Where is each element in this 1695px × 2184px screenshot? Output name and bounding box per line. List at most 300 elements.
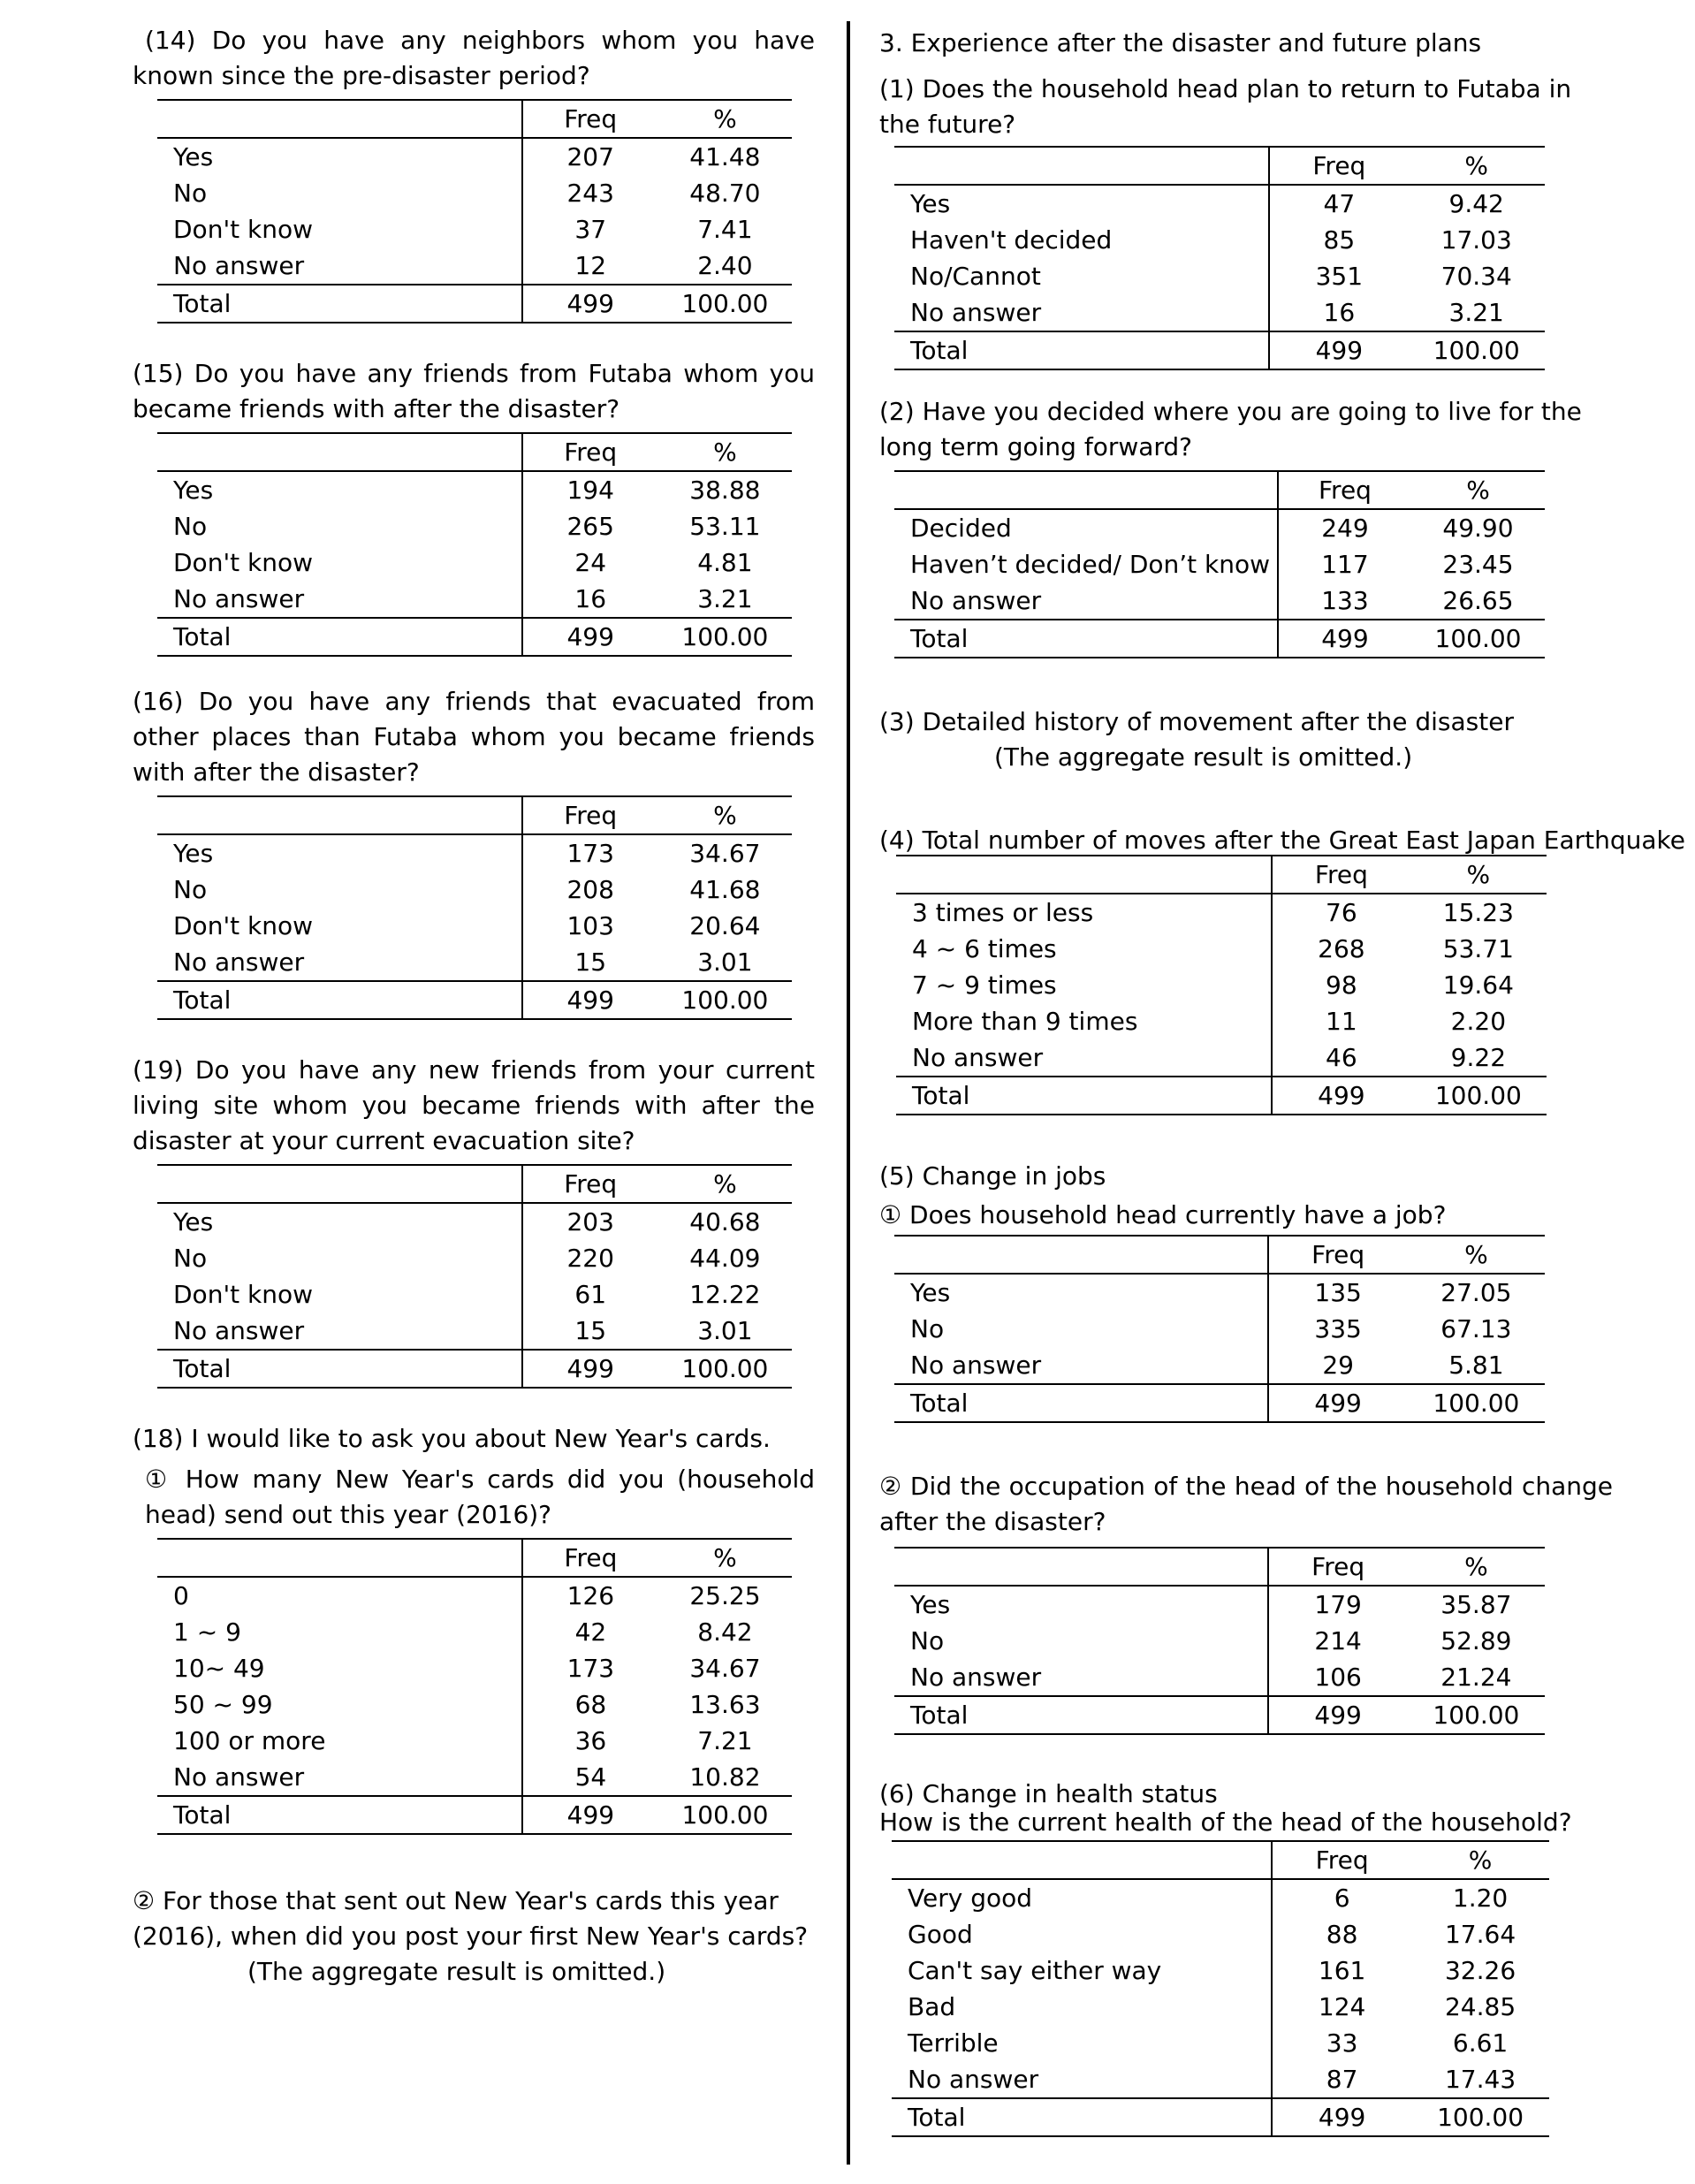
r1-table-row-pct: 70.34 (1440, 262, 1512, 291)
q19-block (133, 1053, 815, 1389)
r4-question: (4) Total number of moves after the Great East Japan Earthquake (879, 826, 1685, 855)
r6-table-row-pct: 1.20 (1452, 1883, 1509, 1913)
r1-table-row-pct: 17.03 (1440, 225, 1512, 255)
r4-table-row-freq: 268 (1272, 931, 1410, 967)
q14-table-row (157, 175, 792, 211)
r1-table-header-row (894, 147, 1545, 185)
q19-table-row (157, 1203, 792, 1240)
r1-table-row (894, 185, 1545, 222)
q18-table-header-row (157, 1539, 792, 1577)
q14-question: (14) Do you have any neighbors whom you have known since the pre-disaster period? (133, 26, 815, 90)
r5-table1 (894, 1235, 1545, 1423)
r6-block (879, 1777, 1613, 2137)
r1-table-total-pct: 100.00 (1408, 331, 1545, 369)
q14-table-total-freq: 499 (522, 285, 658, 323)
q15-table-header-pct: % (658, 433, 792, 471)
q18-table-total-freq: 499 (522, 1796, 658, 1834)
r6-table-row-freq: 6 (1272, 1879, 1411, 1916)
q15-table-row-pct: 38.88 (689, 476, 761, 505)
q14-table-row-label: No answer (173, 251, 305, 280)
r2-table-row (894, 582, 1545, 620)
q18-table-row-freq: 36 (522, 1723, 658, 1759)
r4-table-row-pct: 19.64 (1442, 970, 1514, 1000)
q14-table-row (157, 138, 792, 175)
r5-table2-total-row (894, 1696, 1545, 1734)
r1-table-row-pct: 3.21 (1448, 298, 1504, 327)
r5-table2-total-pct: 100.00 (1408, 1696, 1545, 1734)
r4-table-row-label: 3 times or less (912, 898, 1094, 927)
q18-table-row-freq: 173 (522, 1650, 658, 1686)
r1-table-header-pct: % (1408, 147, 1545, 185)
q14-table-header-blank (157, 100, 522, 138)
r2-table (894, 470, 1545, 658)
r6-table-row-label: Terrible (908, 2028, 999, 2058)
q18-table-row-pct: 8.42 (697, 1617, 753, 1647)
r2-table-header-blank (894, 471, 1278, 509)
r2-table-row-freq: 249 (1278, 509, 1411, 546)
q15-table-row-freq: 24 (522, 544, 658, 581)
q16-table-total-label: Total (157, 981, 522, 1019)
q18-sub2-block (133, 1883, 815, 1990)
r6-table-row-pct: 17.64 (1444, 1920, 1516, 1949)
q18-sub2: ② For those that sent out New Year's cards this year (2016), when did you post your first New Year's cards? (133, 1886, 809, 1951)
r1-table-row-label: Yes (910, 189, 951, 218)
r4-block (879, 823, 1685, 1115)
section3-title-block (879, 26, 1613, 61)
q15-table-row-label: Don't know (173, 548, 314, 577)
r2-table-row-label: Haven’t decided/ Don’t know (910, 550, 1271, 579)
q15-question: (15) Do you have any friends from Futaba whom you became friends with after the disaster? (133, 359, 815, 423)
q16-table-total-freq: 499 (522, 981, 658, 1019)
q19-table-row-freq: 15 (522, 1313, 658, 1350)
r5-sub2: ② Did the occupation of the head of the household change after the disaster? (879, 1472, 1613, 1536)
r4-table-row-label: 7 ~ 9 times (912, 970, 1057, 1000)
r6-table-row-pct: 24.85 (1444, 1992, 1516, 2021)
q19-table-row-pct: 44.09 (689, 1244, 761, 1273)
r5-sub1: ① Does household head currently have a job? (879, 1200, 1447, 1229)
q16-table-row (157, 944, 792, 981)
r6-sub: How is the current health of the head of the household? (879, 1807, 1572, 1837)
r5-table2-row-label: Yes (910, 1590, 951, 1619)
q16-table-row-freq: 173 (522, 834, 658, 871)
r5-table1-total-label: Total (894, 1384, 1268, 1422)
r4-table-row-pct: 15.23 (1442, 898, 1514, 927)
r4-table-total-freq: 499 (1272, 1077, 1410, 1115)
q14-table-row-freq: 37 (522, 211, 658, 247)
q19-table-header-row (157, 1165, 792, 1203)
r5-table2-header-freq: Freq (1268, 1548, 1408, 1586)
r4-table-row-freq: 46 (1272, 1039, 1410, 1077)
q16-table-row-label: Yes (173, 839, 214, 868)
r1-table-row-label: No answer (910, 298, 1042, 327)
r3-note: (The aggregate result is omitted.) (994, 742, 1413, 772)
r2-table-total-pct: 100.00 (1411, 620, 1545, 658)
r6-table-total-freq: 499 (1272, 2098, 1411, 2136)
q15-table-total-row (157, 618, 792, 656)
q19-table-header-pct: % (658, 1165, 792, 1203)
q16-table-row-freq: 15 (522, 944, 658, 981)
r2-block (879, 394, 1613, 658)
r1-block (879, 72, 1613, 370)
q16-table-row-label: No answer (173, 947, 305, 977)
q19-table-row-freq: 203 (522, 1203, 658, 1240)
q18-table-total-row (157, 1796, 792, 1834)
q15-table-total-freq: 499 (522, 618, 658, 656)
r6-table-row (892, 1916, 1549, 1952)
r5-table2-total-label: Total (894, 1696, 1268, 1734)
q16-table-row-freq: 103 (522, 908, 658, 944)
r6-table-row-freq: 33 (1272, 2025, 1411, 2061)
r5-table1-header-freq: Freq (1268, 1236, 1408, 1274)
r6-table-total-row (892, 2098, 1549, 2136)
q19-table-total-row (157, 1350, 792, 1388)
r5-table1-row-pct: 27.05 (1440, 1278, 1512, 1307)
q18-table-row-freq: 42 (522, 1614, 658, 1650)
q14-table-row-pct: 41.48 (689, 142, 761, 171)
r5-table1-row (894, 1311, 1545, 1347)
r2-question: (2) Have you decided where you are going to live for the long term going forward? (879, 397, 1582, 461)
q16-table-row-label: Don't know (173, 911, 314, 940)
q19-table-row-freq: 220 (522, 1240, 658, 1276)
q14-table-total-row (157, 285, 792, 323)
r6-table-row (892, 2025, 1549, 2061)
q15-table (157, 432, 792, 657)
q19-table-row-label: Don't know (173, 1280, 314, 1309)
q14-table-row-pct: 2.40 (697, 251, 753, 280)
r2-table-header-freq: Freq (1278, 471, 1411, 509)
q16-table-row (157, 908, 792, 944)
q16-table-header-pct: % (658, 796, 792, 834)
q18-table-row-pct: 7.21 (697, 1726, 753, 1755)
r3-question: (3) Detailed history of movement after the disaster (879, 707, 1514, 736)
r2-table-header-pct: % (1411, 471, 1545, 509)
q19-table-row (157, 1240, 792, 1276)
r6-table-header-blank (892, 1841, 1272, 1879)
q19-table-row-label: No answer (173, 1316, 305, 1345)
q18-table-row-pct: 34.67 (689, 1654, 761, 1683)
r4-table-total-pct: 100.00 (1410, 1077, 1547, 1115)
q16-table-row-label: No (173, 875, 208, 904)
q18-table-row (157, 1759, 792, 1796)
q15-table-row (157, 508, 792, 544)
q16-table-row (157, 871, 792, 908)
r1-table (894, 146, 1545, 370)
r6-table-row-label: Good (908, 1920, 973, 1949)
q14-table-row-label: Yes (173, 142, 214, 171)
r2-table-row-freq: 133 (1278, 582, 1411, 620)
q15-table-row-pct: 4.81 (697, 548, 753, 577)
q19-table-row-label: No (173, 1244, 208, 1273)
r5-table2-row (894, 1623, 1545, 1659)
q15-table-row (157, 544, 792, 581)
r5-table1-row-label: Yes (910, 1278, 951, 1307)
r2-table-row (894, 509, 1545, 546)
r1-table-row-label: No/Cannot (910, 262, 1041, 291)
q18-table-row-pct: 25.25 (689, 1581, 761, 1610)
q18-table-total-pct: 100.00 (658, 1796, 792, 1834)
q14-table-row (157, 211, 792, 247)
r2-table-row (894, 546, 1545, 582)
q19-table-row-label: Yes (173, 1207, 214, 1237)
r2-table-row-label: Decided (910, 514, 1012, 543)
q14-table-header-freq: Freq (522, 100, 658, 138)
r6-table-row-label: Very good (908, 1883, 1032, 1913)
q18-table-row-label: 0 (173, 1581, 189, 1610)
r5-sub2-block (879, 1469, 1613, 1735)
q15-block (133, 356, 815, 657)
q16-table-row-pct: 41.68 (689, 875, 761, 904)
r6-table-row-pct: 17.43 (1444, 2065, 1516, 2094)
r1-table-row-freq: 47 (1269, 185, 1408, 222)
r5-question: (5) Change in jobs (879, 1161, 1106, 1191)
q18-question: (18) I would like to ask you about New Year's cards. (133, 1424, 771, 1453)
r4-table-row-freq: 98 (1272, 967, 1410, 1003)
r1-table-total-label: Total (894, 331, 1269, 369)
q15-table-row-freq: 265 (522, 508, 658, 544)
r6-table-header-row (892, 1841, 1549, 1879)
q15-table-row-freq: 194 (522, 471, 658, 508)
q14-table-header-pct: % (658, 100, 792, 138)
r4-table-row-label: 4 ~ 6 times (912, 934, 1057, 963)
r1-table-header-freq: Freq (1269, 147, 1408, 185)
r6-table-row-pct: 32.26 (1444, 1956, 1516, 1985)
r1-table-row-freq: 85 (1269, 222, 1408, 258)
q18-table-row-pct: 13.63 (689, 1690, 761, 1719)
q15-table-total-pct: 100.00 (658, 618, 792, 656)
r5-table2-header-blank (894, 1548, 1268, 1586)
q14-table-row (157, 247, 792, 285)
q18-table-header-blank (157, 1539, 522, 1577)
q15-table-row-freq: 16 (522, 581, 658, 618)
r5-table1-header-pct: % (1408, 1236, 1545, 1274)
q19-table-row-freq: 61 (522, 1276, 658, 1313)
r5-table1-row-pct: 5.81 (1448, 1351, 1504, 1380)
r6-table-row-label: Bad (908, 1992, 956, 2021)
r5-table1-total-pct: 100.00 (1408, 1384, 1545, 1422)
q18-table-row (157, 1614, 792, 1650)
r5-table2-row-freq: 214 (1268, 1623, 1408, 1659)
q16-table-total-pct: 100.00 (658, 981, 792, 1019)
q18-table-row-label: 100 or more (173, 1726, 326, 1755)
r6-table-row-freq: 161 (1272, 1952, 1411, 1989)
q18-table-row-freq: 54 (522, 1759, 658, 1796)
q16-table (157, 795, 792, 1020)
q19-table-row-pct: 12.22 (689, 1280, 761, 1309)
q18-table-row-label: 10~ 49 (173, 1654, 265, 1683)
r1-table-row (894, 222, 1545, 258)
q18-table-row-label: No answer (173, 1762, 305, 1792)
r4-table-header-blank (896, 856, 1272, 894)
q14-block (133, 23, 815, 323)
q14-table-row-freq: 207 (522, 138, 658, 175)
q14-table (157, 99, 792, 323)
section3-title: 3. Experience after the disaster and future plans (879, 28, 1482, 57)
r5-table2-header-row (894, 1548, 1545, 1586)
r4-table-row-pct: 2.20 (1450, 1007, 1507, 1036)
q16-table-total-row (157, 981, 792, 1019)
q15-table-row (157, 581, 792, 618)
r5-table1-row (894, 1347, 1545, 1384)
r4-table-header-freq: Freq (1272, 856, 1410, 894)
r6-table-row (892, 1879, 1549, 1916)
r1-table-row (894, 294, 1545, 331)
r5-table2 (894, 1547, 1545, 1735)
q18-table-row-label: 50 ~ 99 (173, 1690, 273, 1719)
q19-table-total-pct: 100.00 (658, 1350, 792, 1388)
r6-table-row-label: Can't say either way (908, 1956, 1162, 1985)
r5-table2-total-freq: 499 (1268, 1696, 1408, 1734)
r6-table-row-freq: 87 (1272, 2061, 1411, 2098)
q14-table-header-row (157, 100, 792, 138)
q19-table-header-freq: Freq (522, 1165, 658, 1203)
r2-table-total-freq: 499 (1278, 620, 1411, 658)
r1-table-row-freq: 351 (1269, 258, 1408, 294)
q16-table-header-blank (157, 796, 522, 834)
r4-table-row (896, 1003, 1547, 1039)
r1-table-row-freq: 16 (1269, 294, 1408, 331)
q19-table-row (157, 1276, 792, 1313)
r6-table-row (892, 1952, 1549, 1989)
q18-table-total-label: Total (157, 1796, 522, 1834)
r2-table-total-row (894, 620, 1545, 658)
q15-table-row-label: No (173, 512, 208, 541)
r5-table1-row-label: No (910, 1314, 945, 1343)
q18-table-header-pct: % (658, 1539, 792, 1577)
q18-table-row (157, 1577, 792, 1614)
r5-table1-total-row (894, 1384, 1545, 1422)
q14-table-row-label: Don't know (173, 215, 314, 244)
r6-table-row-freq: 88 (1272, 1916, 1411, 1952)
column-divider (847, 21, 850, 2165)
q19-table-row-pct: 3.01 (697, 1316, 753, 1345)
r1-table-header-blank (894, 147, 1269, 185)
q15-table-row (157, 471, 792, 508)
r6-table-row-freq: 124 (1272, 1989, 1411, 2025)
q18-table (157, 1538, 792, 1835)
q18-sub1-text: ① How many New Year's cards did you (household head) send out this year (2016)? (145, 1465, 815, 1529)
q18-table-header-freq: Freq (522, 1539, 658, 1577)
r2-table-row-pct: 23.45 (1442, 550, 1514, 579)
r6-table (892, 1840, 1549, 2137)
q16-table-row-pct: 34.67 (689, 839, 761, 868)
r2-table-row-pct: 49.90 (1442, 514, 1514, 543)
q16-table-row-pct: 3.01 (697, 947, 753, 977)
r4-table-row (896, 894, 1547, 931)
r5-table2-row-freq: 106 (1268, 1659, 1408, 1696)
r5-table2-row-freq: 179 (1268, 1586, 1408, 1623)
q14-table-row-label: No (173, 179, 208, 208)
r5-table1-row-freq: 29 (1268, 1347, 1408, 1384)
r4-table-row-freq: 11 (1272, 1003, 1410, 1039)
r5-table2-row-pct: 21.24 (1440, 1663, 1512, 1692)
r5-table1-row-pct: 67.13 (1440, 1314, 1512, 1343)
r1-table-total-freq: 499 (1269, 331, 1408, 369)
r2-table-row-pct: 26.65 (1442, 586, 1514, 615)
q15-table-row-pct: 3.21 (697, 584, 753, 613)
q16-table-row (157, 834, 792, 871)
q19-table-row-pct: 40.68 (689, 1207, 761, 1237)
q16-question: (16) Do you have any friends that evacuated from other places than Futaba whom you became friends with after the disaster? (133, 687, 815, 787)
q16-table-row-pct: 20.64 (689, 911, 761, 940)
r4-table-row-label: No answer (912, 1043, 1044, 1072)
r4-table-row (896, 931, 1547, 967)
r5-table2-header-pct: % (1408, 1548, 1545, 1586)
r5-table2-row-pct: 52.89 (1440, 1626, 1512, 1655)
q18-table-row (157, 1686, 792, 1723)
q18-table-row (157, 1723, 792, 1759)
r4-table-row (896, 1039, 1547, 1077)
r5-table2-row-label: No (910, 1626, 945, 1655)
r5-table1-row (894, 1274, 1545, 1311)
q14-table-row-freq: 243 (522, 175, 658, 211)
r4-table (896, 855, 1547, 1115)
q18-block (133, 1421, 815, 1835)
r5-table2-row (894, 1659, 1545, 1696)
r5-table2-row-label: No answer (910, 1663, 1042, 1692)
r4-table-row-label: More than 9 times (912, 1007, 1138, 1036)
q16-block (133, 684, 815, 1020)
r5-table2-row-pct: 35.87 (1440, 1590, 1512, 1619)
r6-table-header-freq: Freq (1272, 1841, 1411, 1879)
q14-table-total-label: Total (157, 285, 522, 323)
q19-question: (19) Do you have any new friends from your current living site whom you became friends with after the disaster at your current evacuation site? (133, 1055, 815, 1155)
q14-table-total-pct: 100.00 (658, 285, 792, 323)
r1-table-total-row (894, 331, 1545, 369)
q19-table-total-freq: 499 (522, 1350, 658, 1388)
r1-table-row-pct: 9.42 (1448, 189, 1504, 218)
q19-table-header-blank (157, 1165, 522, 1203)
r4-table-header-row (896, 856, 1547, 894)
r5-table1-row-freq: 135 (1268, 1274, 1408, 1311)
r4-table-total-row (896, 1077, 1547, 1115)
r5-table2-row (894, 1586, 1545, 1623)
q15-table-row-label: No answer (173, 584, 305, 613)
r4-table-row-freq: 76 (1272, 894, 1410, 931)
r2-table-total-label: Total (894, 620, 1278, 658)
r6-table-row (892, 2061, 1549, 2098)
q16-table-header-row (157, 796, 792, 834)
q16-table-header-freq: Freq (522, 796, 658, 834)
q19-table-row (157, 1313, 792, 1350)
q19-table (157, 1164, 792, 1389)
r4-table-row (896, 967, 1547, 1003)
r5-table1-header-blank (894, 1236, 1268, 1274)
q14-table-row-pct: 48.70 (689, 179, 761, 208)
r4-table-row-pct: 9.22 (1450, 1043, 1507, 1072)
r6-table-header-pct: % (1411, 1841, 1549, 1879)
r4-table-row-pct: 53.71 (1442, 934, 1514, 963)
q16-table-row-freq: 208 (522, 871, 658, 908)
q19-table-total-label: Total (157, 1350, 522, 1388)
q15-table-header-freq: Freq (522, 433, 658, 471)
r2-table-row-freq: 117 (1278, 546, 1411, 582)
q18-table-row-label: 1 ~ 9 (173, 1617, 241, 1647)
r6-table-row-label: No answer (908, 2065, 1039, 2094)
q18-table-row-freq: 126 (522, 1577, 658, 1614)
r5-table1-header-row (894, 1236, 1545, 1274)
q15-table-header-blank (157, 433, 522, 471)
q14-table-row-freq: 12 (522, 247, 658, 285)
q18-table-row-freq: 68 (522, 1686, 658, 1723)
q18-table-row (157, 1650, 792, 1686)
q18-table-row-pct: 10.82 (689, 1762, 761, 1792)
r2-table-row-label: No answer (910, 586, 1042, 615)
r5-table1-total-freq: 499 (1268, 1384, 1408, 1422)
r2-table-header-row (894, 471, 1545, 509)
r1-table-row (894, 258, 1545, 294)
r1-question: (1) Does the household head plan to return to Futaba in the future? (879, 74, 1572, 139)
q18-sub2-note: (The aggregate result is omitted.) (247, 1957, 666, 1986)
